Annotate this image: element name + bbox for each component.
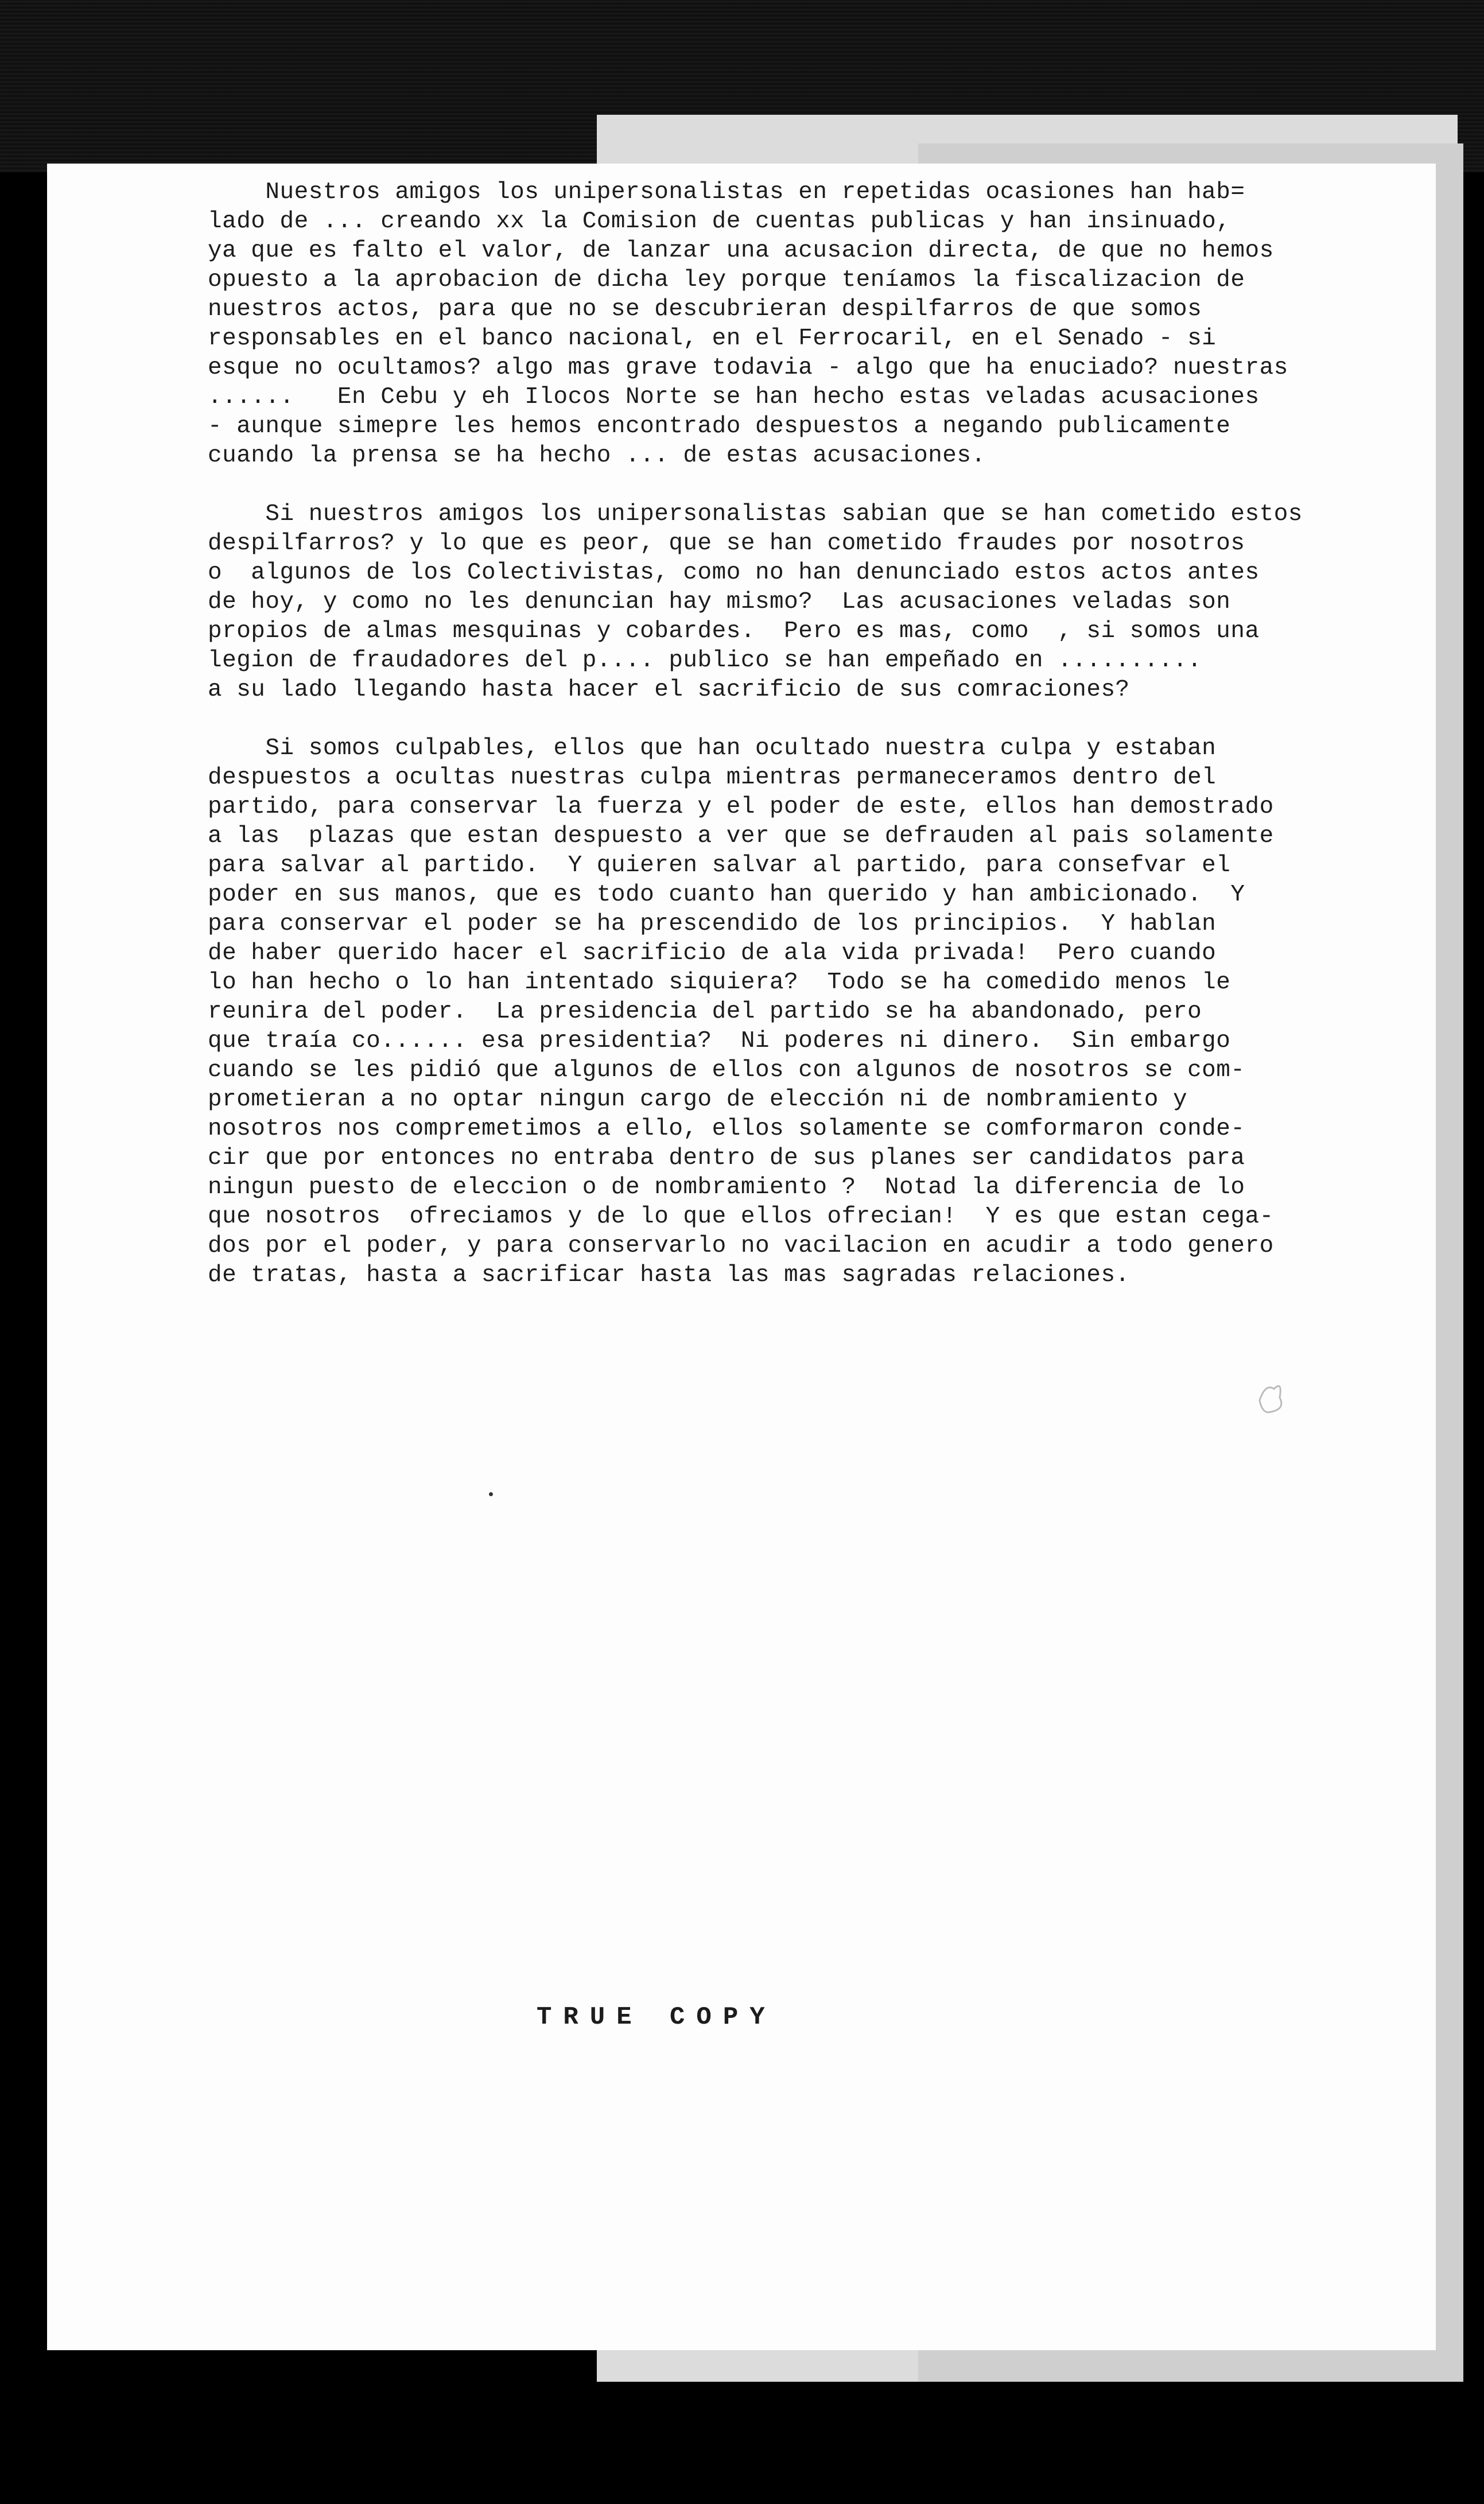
text-line: de tratas, hasta a sacrificar hasta las mas sagradas relaciones. [208, 1262, 1130, 1288]
text-line: legion de fraudadores del p.... publico se han empeñado en .......... [208, 647, 1202, 674]
text-line: cuando se les pidió que algunos de ellos con algunos de nosotros se com- [208, 1057, 1245, 1084]
text-line: opuesto a la aprobacion de dicha ley porque teníamos la fiscalizacion de [208, 267, 1245, 293]
text-line: que nosotros ofreciamos y de lo que ellos ofrecian! Y es que estan cega- [208, 1204, 1274, 1230]
text-line: de haber querido hacer el sacrificio de ala vida privada! Pero cuando [208, 940, 1217, 966]
text-line: reunira del poder. La presidencia del partido se ha abandonado, pero [208, 999, 1202, 1025]
text-line: dos por el poder, y para conservarlo no vacilacion en acudir a todo genero [208, 1233, 1274, 1259]
ink-dot [489, 1492, 493, 1496]
text-line: - aunque simepre les hemos encontrado despuestos a negando publicamente [208, 413, 1231, 440]
text-line: despilfarros? y lo que es peor, que se han cometido fraudes por nosotros [208, 530, 1245, 557]
text-line: esque no ocultamos? algo mas grave todavia - algo que ha enuciado? nuestras [208, 355, 1288, 381]
text-line: Si somos culpables, ellos que han ocultado nuestra culpa y estaban [208, 735, 1217, 762]
text-line: a su lado llegando hasta hacer el sacrificio de sus comraciones? [208, 677, 1130, 703]
text-line: lado de ... creando xx la Comision de cuentas publicas y han insinuado, [208, 208, 1231, 235]
text-line: cuando la prensa se ha hecho ... de estas acusaciones. [208, 442, 986, 469]
text-line: propios de almas mesquinas y cobardes. Pero es mas, como , si somos una [208, 618, 1260, 645]
text-line: Si nuestros amigos los unipersonalistas sabian que se han cometido estos [208, 501, 1303, 527]
paragraph-1 [208, 178, 1384, 471]
text-line: lo han hecho o lo han intentado siquiera? Todo se ha comedido menos le [208, 969, 1231, 996]
document-body [208, 178, 1384, 1319]
text-line: de hoy, y como no les denuncian hay mismo? Las acusaciones veladas son [208, 589, 1231, 615]
ink-smudge [1254, 1377, 1288, 1418]
text-line: ningun puesto de eleccion o de nombramiento ? Notad la diferencia de lo [208, 1174, 1245, 1201]
text-line: ya que es falto el valor, de lanzar una acusacion directa, de que no hemos [208, 238, 1274, 264]
text-line: nosotros nos compremetimos a ello, ellos solamente se comformaron conde- [208, 1116, 1245, 1142]
text-line: a las plazas que estan despuesto a ver que se defrauden al pais solamente [208, 823, 1274, 849]
text-line: para conservar el poder se ha prescendido de los principios. Y hablan [208, 911, 1217, 937]
text-line: ...... En Cebu y eh Ilocos Norte se han hecho estas veladas acusaciones [208, 384, 1260, 410]
true-copy-stamp: TRUE COPY [537, 2003, 776, 2032]
text-line: poder en sus manos, que es todo cuanto han querido y han ambicionado. Y [208, 882, 1245, 908]
paragraph-2 [208, 500, 1384, 705]
text-line: Nuestros amigos los unipersonalistas en repetidas ocasiones han hab= [208, 179, 1245, 205]
text-line: cir que por entonces no entraba dentro de sus planes ser candidatos para [208, 1145, 1245, 1171]
text-line: responsables en el banco nacional, en el Ferrocaril, en el Senado - si [208, 325, 1217, 352]
text-line: para salvar al partido. Y quieren salvar al partido, para consefvar el [208, 852, 1231, 879]
text-line: partido, para conservar la fuerza y el poder de este, ellos han demostrado [208, 794, 1274, 820]
paragraph-3 [208, 734, 1384, 1290]
text-line: que traía co...... esa presidentia? Ni poderes ni dinero. Sin embargo [208, 1028, 1231, 1054]
text-line: despuestos a ocultas nuestras culpa mientras permaneceramos dentro del [208, 764, 1217, 791]
text-line: o algunos de los Colectivistas, como no han denunciado estos actos antes [208, 560, 1260, 586]
text-line: nuestros actos, para que no se descubrieran despilfarros de que somos [208, 296, 1202, 323]
text-line: prometieran a no optar ningun cargo de elección ni de nombramiento y [208, 1086, 1188, 1113]
